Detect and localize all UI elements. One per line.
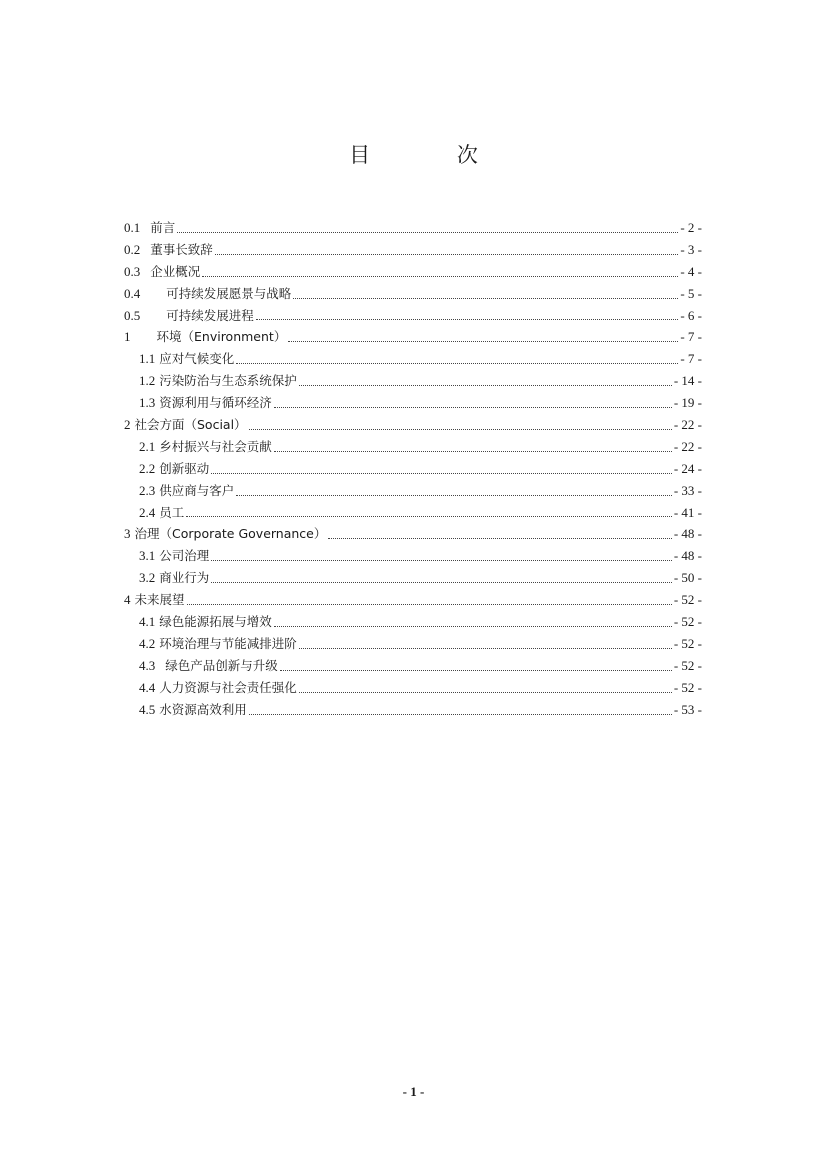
toc-entry[interactable] bbox=[0, 348, 827, 370]
dot-leader bbox=[288, 341, 678, 342]
toc-number: 2.4 bbox=[139, 504, 156, 520]
toc-number: 4.5 bbox=[139, 701, 156, 717]
toc-title: 可持续发展进程 bbox=[166, 307, 254, 323]
dot-leader bbox=[299, 385, 672, 386]
table-of-contents bbox=[0, 217, 827, 720]
dot-leader bbox=[274, 451, 672, 452]
toc-page-number: - 22 - bbox=[673, 417, 702, 433]
dot-leader bbox=[215, 254, 679, 255]
dot-leader bbox=[177, 232, 678, 233]
toc-title: 企业概况 bbox=[150, 263, 201, 279]
toc-page-number: - 33 - bbox=[673, 482, 702, 498]
toc-number: 1.2 bbox=[139, 373, 156, 389]
toc-page-number: - 7 - bbox=[680, 329, 702, 345]
dot-leader bbox=[274, 626, 672, 627]
dot-leader bbox=[274, 407, 672, 408]
toc-title: 董事长致辞 bbox=[150, 241, 213, 257]
toc-number: 2 bbox=[124, 417, 131, 433]
dot-leader bbox=[211, 582, 672, 583]
toc-entry[interactable] bbox=[0, 283, 827, 305]
toc-entry[interactable] bbox=[0, 239, 827, 261]
toc-page-number: - 52 - bbox=[673, 657, 702, 673]
toc-title: 可持续发展愿景与战略 bbox=[166, 285, 292, 301]
toc-entry[interactable] bbox=[0, 458, 827, 480]
dot-leader bbox=[293, 298, 678, 299]
toc-entry[interactable] bbox=[0, 677, 827, 699]
toc-entry[interactable] bbox=[0, 523, 827, 545]
toc-number: 2.2 bbox=[139, 460, 156, 476]
toc-title: 乡村振兴与社会贡献 bbox=[159, 438, 272, 454]
toc-number: 0.4 bbox=[124, 285, 141, 301]
toc-number: 4 bbox=[124, 592, 131, 608]
toc-page-number: - 53 - bbox=[673, 701, 702, 717]
toc-entry[interactable] bbox=[0, 414, 827, 436]
toc-entry[interactable] bbox=[0, 589, 827, 611]
toc-page-number: - 3 - bbox=[680, 241, 702, 257]
toc-number: 0.1 bbox=[124, 220, 141, 235]
dot-leader bbox=[187, 604, 672, 605]
toc-number: 1.1 bbox=[139, 351, 156, 367]
toc-page-number: - 48 - bbox=[673, 526, 702, 542]
toc-entry[interactable] bbox=[0, 326, 827, 348]
toc-title: 公司治理 bbox=[159, 548, 210, 564]
toc-entry[interactable] bbox=[0, 502, 827, 524]
toc-title: 资源利用与循环经济 bbox=[159, 395, 272, 411]
toc-page-number: - 2 - bbox=[680, 220, 702, 235]
toc-entry[interactable] bbox=[0, 305, 827, 327]
toc-page-number: - 52 - bbox=[673, 592, 702, 608]
dot-leader bbox=[236, 495, 672, 496]
toc-title: 环境（Environment） bbox=[156, 329, 287, 345]
toc-title: 未来展望 bbox=[134, 592, 185, 608]
toc-title: 员工 bbox=[159, 504, 185, 520]
toc-title: 前言 bbox=[150, 220, 176, 235]
toc-title: 供应商与客户 bbox=[159, 482, 235, 498]
toc-number: 3 bbox=[124, 526, 131, 542]
toc-title: 水资源高效利用 bbox=[159, 701, 247, 717]
toc-number: 2.3 bbox=[139, 482, 156, 498]
dot-leader bbox=[299, 692, 672, 693]
toc-title: 人力资源与社会责任强化 bbox=[159, 679, 297, 695]
dot-leader bbox=[328, 538, 671, 539]
toc-page-number: - 52 - bbox=[673, 614, 702, 630]
toc-title: 环境治理与节能减排进阶 bbox=[159, 635, 297, 651]
dot-leader bbox=[299, 648, 672, 649]
toc-title: 应对气候变化 bbox=[159, 351, 235, 367]
toc-number: 4.3 bbox=[139, 657, 156, 673]
toc-entry[interactable] bbox=[0, 545, 827, 567]
toc-entry[interactable] bbox=[0, 261, 827, 283]
toc-page-number: - 52 - bbox=[673, 679, 702, 695]
toc-page-number: - 22 - bbox=[673, 438, 702, 454]
toc-number: 0.5 bbox=[124, 307, 141, 323]
dot-leader bbox=[249, 429, 672, 430]
toc-number: 4.2 bbox=[139, 635, 156, 651]
toc-number: 3.2 bbox=[139, 570, 156, 586]
toc-page-number: - 14 - bbox=[673, 373, 702, 389]
toc-title: 商业行为 bbox=[159, 570, 210, 586]
dot-leader bbox=[211, 473, 672, 474]
toc-page-number: - 41 - bbox=[673, 504, 702, 520]
toc-title: 创新驱动 bbox=[159, 460, 210, 476]
toc-page-number: - 24 - bbox=[673, 460, 702, 476]
toc-entry[interactable] bbox=[0, 436, 827, 458]
toc-number: 1.3 bbox=[139, 395, 156, 411]
toc-number: 0.3 bbox=[124, 263, 141, 279]
toc-entry[interactable] bbox=[0, 567, 827, 589]
toc-page-number: - 5 - bbox=[680, 285, 702, 301]
toc-entry[interactable] bbox=[0, 633, 827, 655]
toc-number: 3.1 bbox=[139, 548, 156, 564]
toc-entry[interactable] bbox=[0, 370, 827, 392]
toc-number: 4.4 bbox=[139, 679, 156, 695]
toc-number: 0.2 bbox=[124, 241, 141, 257]
toc-page-number: - 52 - bbox=[673, 635, 702, 651]
dot-leader bbox=[186, 516, 672, 517]
toc-title: 绿色能源拓展与增效 bbox=[159, 614, 272, 630]
toc-entry[interactable] bbox=[0, 392, 827, 414]
dot-leader bbox=[249, 714, 672, 715]
toc-number: 2.1 bbox=[139, 438, 156, 454]
dot-leader bbox=[236, 363, 678, 364]
toc-title: 污染防治与生态系统保护 bbox=[159, 373, 297, 389]
toc-page-number: - 19 - bbox=[673, 395, 702, 411]
page-number-footer: - 1 - bbox=[402, 1084, 425, 1099]
toc-title: 绿色产品创新与升级 bbox=[165, 657, 278, 673]
dot-leader bbox=[211, 560, 672, 561]
toc-entry[interactable] bbox=[0, 611, 827, 633]
toc-title: 治理（Corporate Governance） bbox=[134, 526, 327, 542]
toc-entry[interactable] bbox=[0, 480, 827, 502]
toc-page-number: - 50 - bbox=[673, 570, 702, 586]
dot-leader bbox=[256, 319, 679, 320]
dot-leader bbox=[202, 276, 678, 277]
toc-entry[interactable] bbox=[0, 699, 827, 721]
page-title: 目 次 bbox=[349, 143, 518, 167]
toc-number: 1 bbox=[124, 329, 131, 345]
toc-entry[interactable] bbox=[0, 217, 827, 239]
toc-title: 社会方面（Social） bbox=[134, 417, 247, 433]
toc-page-number: - 7 - bbox=[680, 351, 702, 367]
toc-page-number: - 48 - bbox=[673, 548, 702, 564]
dot-leader bbox=[280, 670, 672, 671]
toc-entry[interactable] bbox=[0, 655, 827, 677]
toc-number: 4.1 bbox=[139, 614, 156, 630]
toc-page-number: - 6 - bbox=[680, 307, 702, 323]
toc-page-number: - 4 - bbox=[680, 263, 702, 279]
